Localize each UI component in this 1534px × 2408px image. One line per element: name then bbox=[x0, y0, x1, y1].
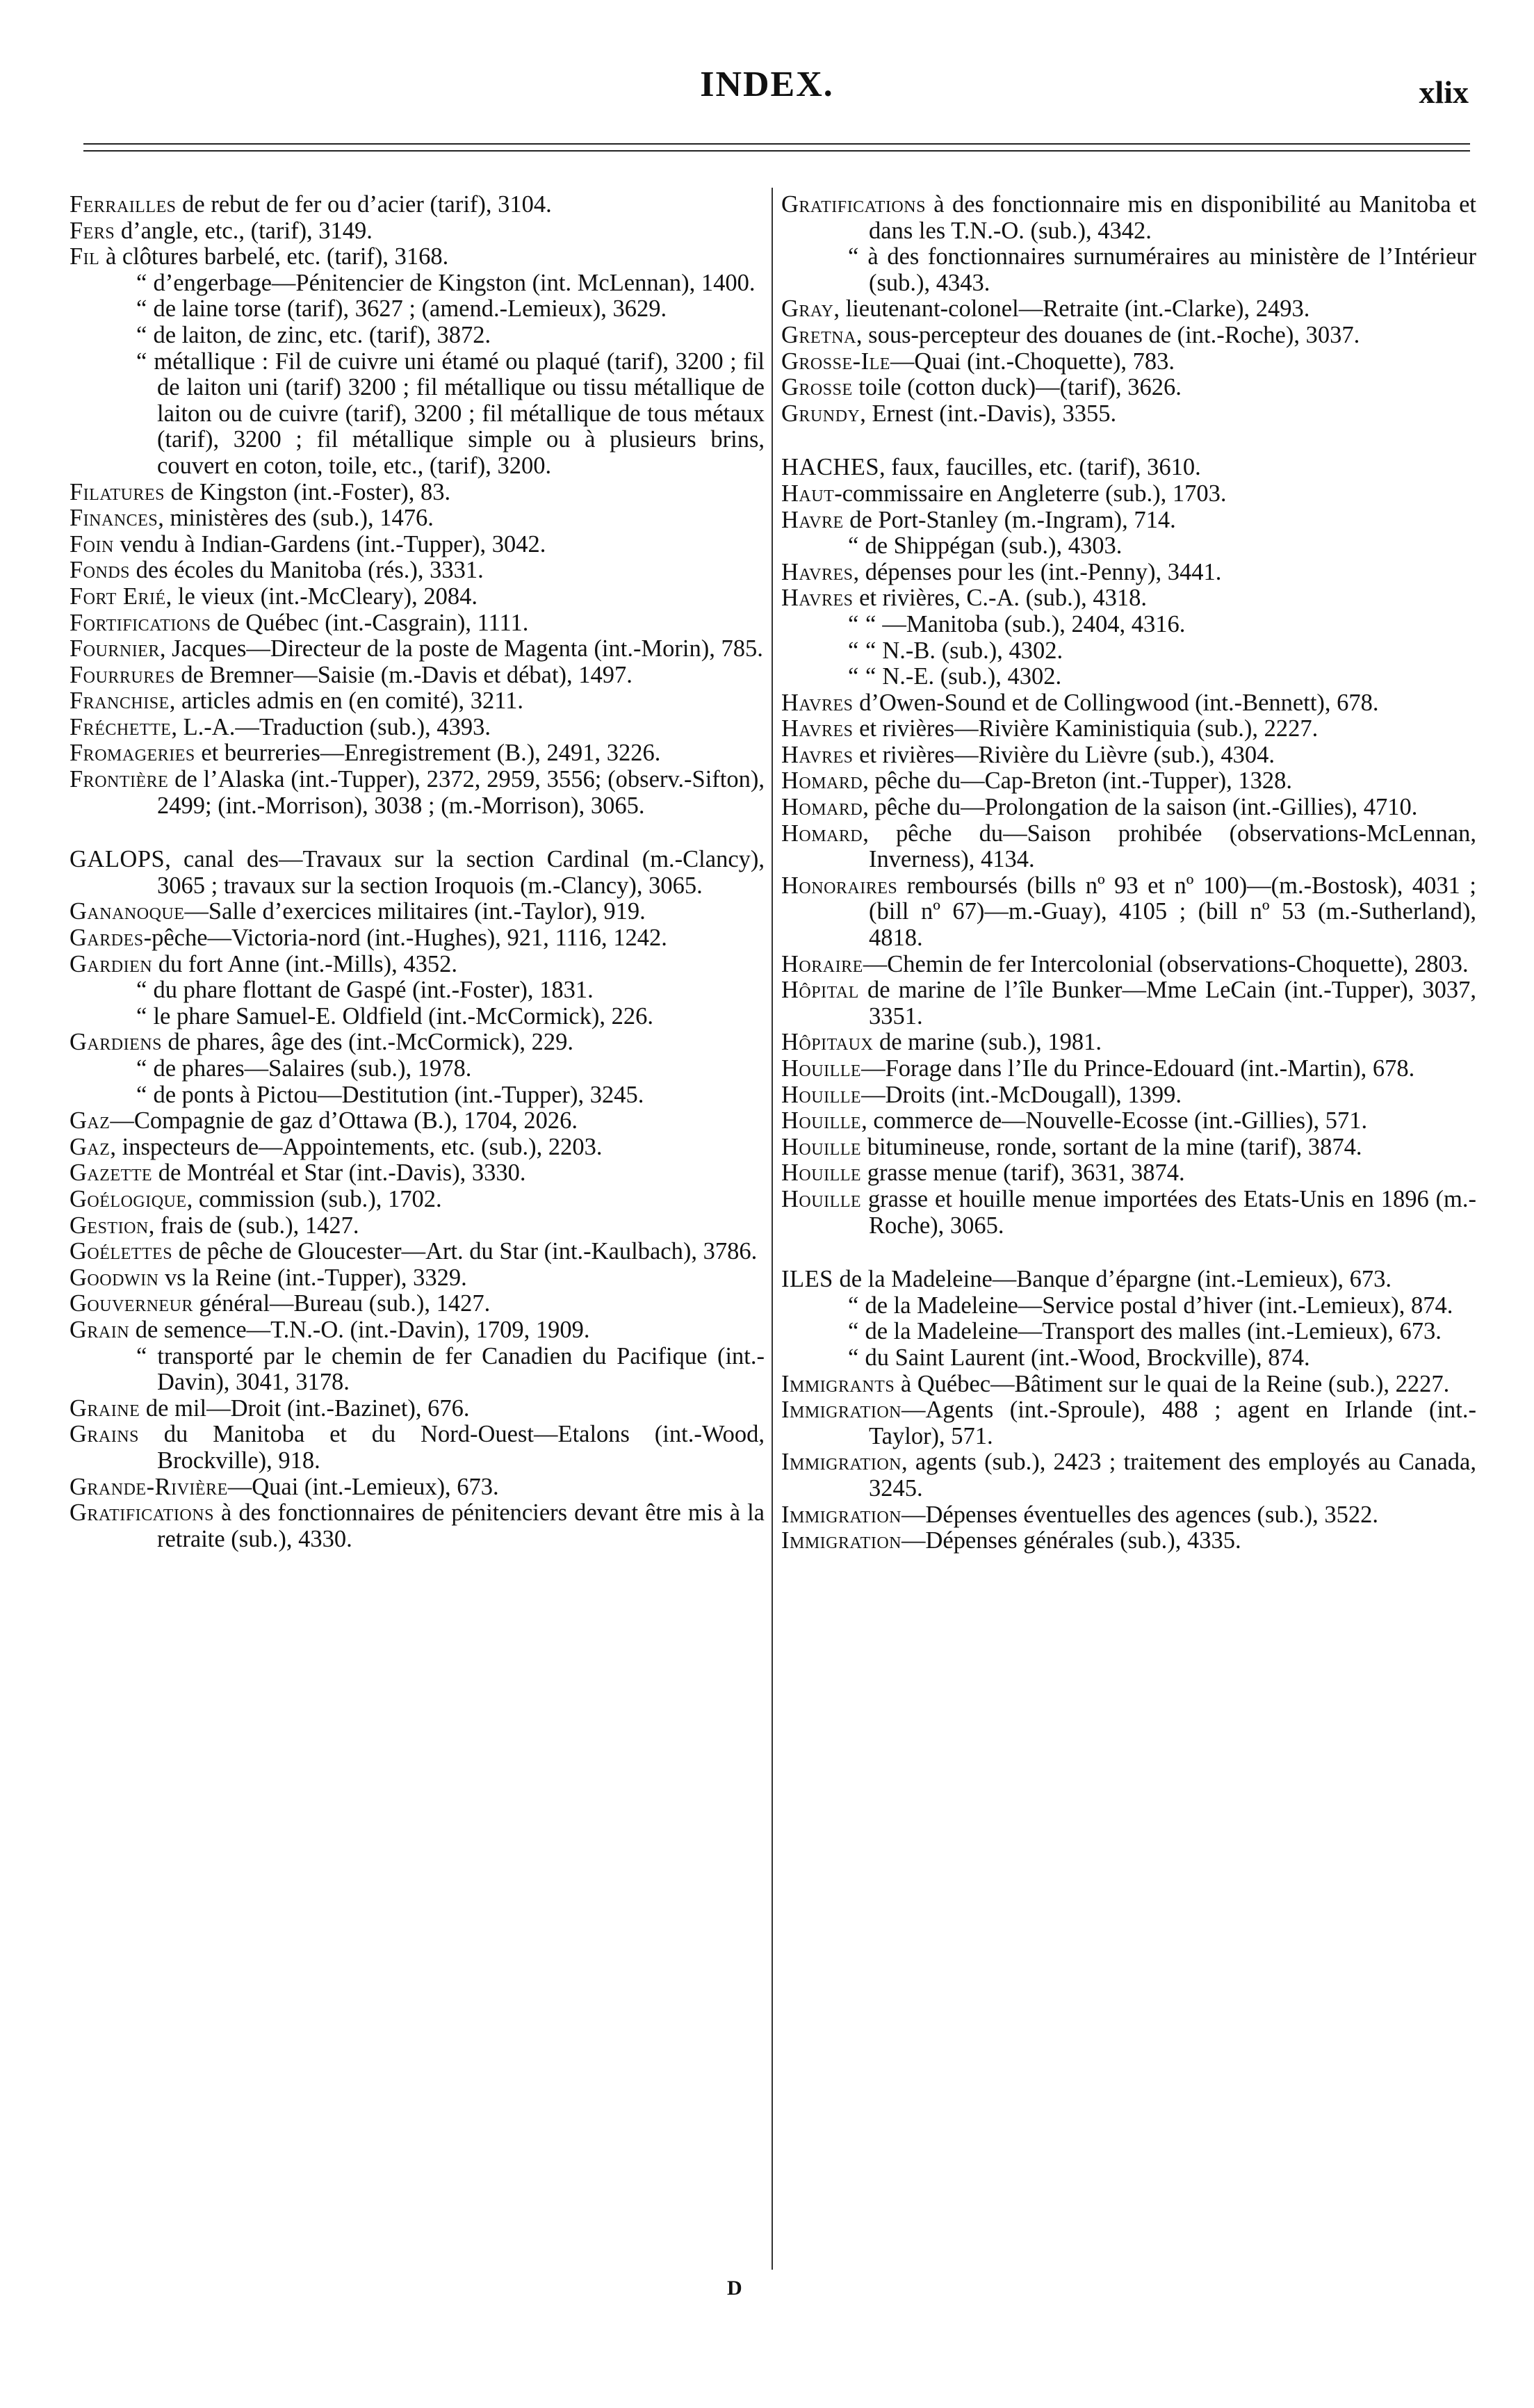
index-entry-text: remboursés (bills nº 93 et nº 100)—(m.-Bostosk), 4031 ; (bill nº 67)—m.-Guay), 4105 ; (bill nº 53 (m.-Sutherland), 4818. bbox=[869, 872, 1476, 952]
index-entry-text: , pêche du—Prolongation de la saison (int.-Gillies), 4710. bbox=[863, 794, 1418, 821]
index-entry bbox=[70, 740, 765, 767]
index-entry-lead: Immigrants bbox=[781, 1370, 895, 1397]
section-gap bbox=[781, 427, 1476, 455]
index-entry bbox=[70, 532, 765, 558]
index-entry bbox=[70, 1030, 765, 1056]
index-entry-lead: Fromageries bbox=[70, 740, 195, 767]
index-entry-text: , Ernest (int.-Davis), 3355. bbox=[860, 400, 1117, 427]
index-entry-text: vendu à Indian-Gardens (int.-Tupper), 3042. bbox=[113, 530, 546, 558]
index-entry bbox=[781, 1030, 1476, 1056]
index-entry-text: d’engerbage—Pénitencier de Kingston (int. McLennan), 1400. bbox=[147, 269, 756, 296]
index-entry-lead: Houille bbox=[781, 1160, 862, 1187]
index-entry-lead: Filatures bbox=[70, 478, 165, 505]
index-entry-lead: Gaz bbox=[70, 1107, 111, 1134]
index-entry-lead: “ bbox=[136, 1081, 147, 1108]
index-entry-text: —Agents (int.-Sproule), 488 ; agent en Irlande (int.-Taylor), 571. bbox=[869, 1397, 1476, 1449]
index-entry bbox=[70, 977, 765, 1004]
index-entry-lead: GALOPS bbox=[70, 846, 165, 873]
index-entry-text: à des fonctionnaire mis en disponibilité au Manitoba et dans les T.N.-O. (sub.), 4342. bbox=[869, 191, 1476, 244]
index-entry bbox=[70, 1344, 765, 1396]
index-entry-text: à des fonctionnaires de pénitenciers devant être mis à la retraite (sub.), 4330. bbox=[157, 1499, 765, 1552]
index-entry-text: métallique : Fil de cuivre uni étamé ou plaqué (tarif), 3200 ; fil de laiton uni (tarif) 3200 ; fil métallique ou tissu métallique de laiton ou de cuivre (tarif), 3200 ; fil métallique de tous métaux (tarif), 3200 ; fil métallique simple ou à plusieurs brins, couvert en coton, toile, etc., (tarif), 3200. bbox=[147, 348, 765, 479]
index-entry bbox=[70, 688, 765, 715]
index-entry bbox=[70, 1160, 765, 1187]
index-entry bbox=[70, 270, 765, 297]
index-entry-lead: Fortifications bbox=[70, 609, 211, 636]
index-entry bbox=[70, 1004, 765, 1030]
index-entry-text: du Saint Laurent (int.-Wood, Brockville), 874. bbox=[858, 1344, 1310, 1371]
index-entry-text: —Chemin de fer Intercolonial (observations-Choquette), 2803. bbox=[863, 950, 1469, 977]
index-entry bbox=[70, 925, 765, 952]
index-entry bbox=[781, 349, 1476, 375]
page-number: xlix bbox=[1419, 74, 1469, 110]
index-entry-lead: “ bbox=[848, 1344, 859, 1371]
index-entry bbox=[781, 1082, 1476, 1109]
index-entry-lead: Horaire bbox=[781, 950, 863, 977]
index-entry-lead: Havres bbox=[781, 741, 854, 768]
signature-mark: D bbox=[727, 2277, 742, 2300]
index-entry-lead: Houille bbox=[781, 1107, 862, 1134]
index-entry-text: le phare Samuel-E. Oldfield (int.-McCormick), 226. bbox=[147, 1002, 653, 1030]
index-entry-text: , canal des—Travaux sur la section Cardinal (m.-Clancy), 3065 ; travaux sur la section Iroquois (m.-Clancy), 3065. bbox=[157, 846, 765, 899]
index-entry-lead: “ bbox=[848, 1318, 859, 1345]
index-entry bbox=[70, 1396, 765, 1422]
index-entry bbox=[70, 1291, 765, 1317]
index-entry-lead: Houille bbox=[781, 1055, 862, 1082]
index-entry bbox=[70, 715, 765, 741]
index-entry-lead: Grain bbox=[70, 1316, 130, 1343]
index-entry-text: —Forage dans l’Ile du Prince-Edouard (int.-Martin), 678. bbox=[861, 1055, 1415, 1082]
index-entry-lead: Grundy bbox=[781, 400, 860, 427]
index-entry-lead: Goélogique bbox=[70, 1185, 187, 1212]
index-entry-lead: “ “ bbox=[848, 610, 876, 637]
index-entry-lead: Gardiens bbox=[70, 1029, 162, 1056]
index-entry-lead: Havres bbox=[781, 715, 854, 742]
index-entry bbox=[781, 323, 1476, 349]
index-entry-lead: Haut bbox=[781, 480, 835, 507]
index-entry-text: de ponts à Pictou—Destitution (int.-Tupper), 3245. bbox=[147, 1081, 644, 1108]
index-entry-text: , frais de (sub.), 1427. bbox=[148, 1212, 359, 1239]
index-entry bbox=[781, 296, 1476, 323]
index-entry-lead: Foin bbox=[70, 530, 114, 558]
index-entry bbox=[781, 192, 1476, 244]
index-entry-lead: Goélettes bbox=[70, 1238, 173, 1265]
index-entry-lead: Honoraires bbox=[781, 872, 898, 899]
index-entry-text: d’angle, etc., (tarif), 3149. bbox=[115, 217, 373, 244]
index-entry-lead: Gardien bbox=[70, 950, 153, 977]
index-entry bbox=[70, 584, 765, 610]
index-entry-text: de laiton, de zinc, etc. (tarif), 3872. bbox=[147, 321, 491, 348]
index-entry bbox=[781, 1293, 1476, 1319]
index-entry-text: de marine (sub.), 1981. bbox=[873, 1029, 1102, 1056]
index-entry bbox=[781, 1345, 1476, 1372]
index-entry-text: à des fonctionnaires surnuméraires au ministère de l’Intérieur (sub.), 4343. bbox=[858, 243, 1476, 296]
index-entry-text: , le vieux (int.-McCleary), 2084. bbox=[165, 583, 478, 610]
page-title: INDEX. bbox=[700, 65, 834, 104]
index-entry-text: vs la Reine (int.-Tupper), 3329. bbox=[158, 1264, 467, 1291]
index-entry bbox=[70, 349, 765, 480]
index-entry bbox=[781, 1108, 1476, 1134]
index-entry-lead: Houille bbox=[781, 1081, 862, 1108]
index-entry-text: —Dépenses générales (sub.), 4335. bbox=[901, 1527, 1241, 1554]
index-entry bbox=[70, 505, 765, 532]
index-entry-lead: Houille bbox=[781, 1133, 862, 1160]
index-entry-text: du phare flottant de Gaspé (int.-Foster), 1831. bbox=[147, 977, 594, 1004]
index-entry bbox=[70, 1265, 765, 1292]
index-entry-text: , articles admis en (en comité), 3211. bbox=[169, 688, 524, 715]
index-entry-text: —Quai (int.-Lemieux), 673. bbox=[227, 1473, 499, 1500]
index-entry-lead: Grosse bbox=[781, 374, 853, 401]
index-entry-text: de l’Alaska (int.-Tupper), 2372, 2959, 3556; (observ.-Sifton), 2499; (int.-Morrison), 3038 ; (m.-Morrison), 3065. bbox=[157, 766, 765, 819]
index-entry bbox=[70, 1500, 765, 1552]
index-entry-text: —Manitoba (sub.), 2404, 4316. bbox=[876, 610, 1186, 637]
left-column bbox=[70, 192, 765, 1552]
index-entry-lead: Hôpitaux bbox=[781, 1029, 874, 1056]
index-entry bbox=[781, 638, 1476, 665]
index-entry bbox=[70, 847, 765, 899]
index-entry bbox=[781, 1056, 1476, 1082]
section-gap bbox=[781, 1239, 1476, 1267]
header-rule-top bbox=[83, 143, 1470, 145]
index-entry-lead: Frontière bbox=[70, 766, 169, 793]
index-entry-lead: Finances bbox=[70, 505, 158, 532]
index-entry-text: -commissaire en Angleterre (sub.), 1703. bbox=[834, 480, 1227, 507]
index-entry bbox=[781, 768, 1476, 795]
index-entry-lead: Franchise bbox=[70, 688, 170, 715]
index-entry-lead: Grande-Rivière bbox=[70, 1473, 228, 1500]
index-entry-lead: Gray bbox=[781, 295, 834, 323]
index-entry bbox=[70, 1134, 765, 1161]
index-entry-lead: Grains bbox=[70, 1421, 139, 1448]
index-entry-lead: Grosse-Ile bbox=[781, 348, 890, 375]
section-gap bbox=[70, 819, 765, 847]
index-entry bbox=[70, 1108, 765, 1134]
index-entry-text: de mil—Droit (int.-Bazinet), 676. bbox=[140, 1394, 470, 1422]
index-entry-text: de semence—T.N.-O. (int.-Davin), 1709, 1909. bbox=[129, 1316, 590, 1343]
index-entry-lead: Gazette bbox=[70, 1160, 153, 1187]
index-entry-lead: Gouverneur bbox=[70, 1290, 193, 1317]
index-entry-text: —Quai (int.-Choquette), 783. bbox=[890, 348, 1175, 375]
index-entry-text: —Salle d’exercices militaires (int.-Taylor), 919. bbox=[184, 898, 646, 925]
index-entry-lead: Homard bbox=[781, 820, 863, 847]
index-entry bbox=[70, 952, 765, 978]
index-entry bbox=[781, 1372, 1476, 1398]
index-entry-text: , pêche du—Cap-Breton (int.-Tupper), 1328. bbox=[863, 767, 1292, 795]
index-entry bbox=[70, 1239, 765, 1265]
index-entry-text: grasse et houille menue importées des Etats-Unis en 1896 (m.-Roche), 3065. bbox=[861, 1185, 1476, 1239]
index-entry-text: de Kingston (int.-Foster), 83. bbox=[165, 478, 451, 505]
index-entry-text: de phares—Salaires (sub.), 1978. bbox=[147, 1055, 472, 1082]
index-entry-text: de rebut de fer ou d’acier (tarif), 3104. bbox=[176, 191, 552, 218]
index-entry bbox=[70, 767, 765, 819]
index-entry-lead: Fort Erié bbox=[70, 583, 166, 610]
index-entry bbox=[781, 533, 1476, 560]
index-entry-lead: Fers bbox=[70, 217, 115, 244]
index-entry-lead: Fourrures bbox=[70, 661, 175, 688]
index-entry-lead: Gratifications bbox=[781, 191, 926, 218]
index-entry-lead: “ bbox=[136, 269, 147, 296]
index-entry-text: de phares, âge des (int.-McCormick), 229. bbox=[161, 1029, 573, 1056]
index-entry-lead: Graine bbox=[70, 1394, 140, 1422]
index-entry-lead: “ bbox=[848, 1292, 859, 1319]
index-entry bbox=[70, 244, 765, 270]
index-entry-text: , dépenses pour les (int.-Penny), 3441. bbox=[853, 558, 1222, 585]
index-entry-text: , commerce de—Nouvelle-Ecosse (int.-Gillies), 571. bbox=[861, 1107, 1368, 1134]
index-entry-text: de marine de l’île Bunker—Mme LeCain (int.-Tupper), 3037, 3351. bbox=[858, 977, 1476, 1030]
index-entry bbox=[781, 1449, 1476, 1502]
index-entry bbox=[781, 664, 1476, 690]
index-entry bbox=[70, 323, 765, 349]
index-entry bbox=[781, 742, 1476, 769]
index-entry-lead: Fonds bbox=[70, 557, 131, 584]
index-entry-lead: Hôpital bbox=[781, 977, 859, 1004]
index-entry-lead: Gananoque bbox=[70, 898, 185, 925]
index-entry bbox=[70, 558, 765, 584]
index-entry-text: , pêche du—Saison prohibée (observations-McLennan, Inverness), 4134. bbox=[863, 820, 1476, 873]
index-entry bbox=[781, 795, 1476, 821]
index-entry-text: de Shippégan (sub.), 4303. bbox=[858, 532, 1123, 560]
index-entry-text: , ministères des (sub.), 1476. bbox=[158, 505, 434, 532]
index-entry bbox=[70, 1213, 765, 1239]
index-entry-lead: Havres bbox=[781, 689, 854, 716]
index-entry bbox=[70, 636, 765, 662]
index-entry-text: grasse menue (tarif), 3631, 3874. bbox=[861, 1160, 1185, 1187]
index-entry-text: , sous-percepteur des douanes de (int.-Roche), 3037. bbox=[856, 321, 1360, 348]
index-entry bbox=[70, 899, 765, 925]
index-entry-lead: Immigration bbox=[781, 1501, 901, 1528]
index-entry bbox=[70, 610, 765, 637]
index-entry-text: , agents (sub.), 2423 ; traitement des employés au Canada, 3245. bbox=[869, 1449, 1476, 1502]
index-entry-text: des écoles du Manitoba (rés.), 3331. bbox=[130, 557, 484, 584]
index-entry-lead: “ bbox=[136, 321, 147, 348]
header-rule-bottom bbox=[83, 150, 1470, 152]
index-entry bbox=[781, 977, 1476, 1030]
index-entry-lead: Gardes bbox=[70, 925, 144, 952]
index-entry-text: de la Madeleine—Banque d’épargne (int.-Lemieux), 673. bbox=[833, 1266, 1392, 1293]
index-entry bbox=[70, 218, 765, 245]
index-entry-lead: Havres bbox=[781, 558, 854, 585]
index-entry bbox=[781, 244, 1476, 296]
index-entry bbox=[781, 585, 1476, 612]
index-entry-text: , L.-A.—Traduction (sub.), 4393. bbox=[171, 713, 491, 740]
index-entry-lead: “ “ bbox=[848, 663, 876, 690]
index-entry bbox=[781, 1319, 1476, 1345]
index-entry-lead: Fournier bbox=[70, 635, 160, 662]
index-entry-lead: Immigration bbox=[781, 1449, 901, 1476]
index-entry-lead: HACHES bbox=[781, 454, 880, 481]
index-entry bbox=[781, 1187, 1476, 1239]
index-entry bbox=[70, 296, 765, 323]
index-entry-text: et rivières—Rivière Kaministiquia (sub.), 2227. bbox=[853, 715, 1319, 742]
index-entry bbox=[70, 1082, 765, 1109]
index-entry-lead: Homard bbox=[781, 794, 863, 821]
index-entry-lead: Gratifications bbox=[70, 1499, 214, 1527]
index-entry-text: de Port-Stanley (m.-Ingram), 714. bbox=[843, 506, 1176, 533]
index-entry-text: , faux, faucilles, etc. (tarif), 3610. bbox=[879, 454, 1201, 481]
index-entry bbox=[781, 560, 1476, 586]
index-entry-text: transporté par le chemin de fer Canadien du Pacifique (int.-Davin), 3041, 3178. bbox=[147, 1342, 765, 1396]
index-entry-text: de la Madeleine—Transport des malles (int.-Lemieux), 673. bbox=[858, 1318, 1442, 1345]
index-entry bbox=[70, 1317, 765, 1344]
index-entry-lead: “ bbox=[136, 348, 147, 375]
index-entry bbox=[781, 455, 1476, 481]
index-entry-text: général—Bureau (sub.), 1427. bbox=[193, 1290, 491, 1317]
index-entry-lead: Immigration bbox=[781, 1397, 901, 1424]
index-entry-lead: Gaz bbox=[70, 1133, 111, 1160]
index-entry bbox=[781, 1134, 1476, 1161]
index-entry-lead: Havre bbox=[781, 506, 844, 533]
index-entry-text: et rivières, C.-A. (sub.), 4318. bbox=[853, 585, 1148, 612]
index-entry bbox=[781, 952, 1476, 978]
index-entry bbox=[781, 481, 1476, 507]
index-entry-lead: Gestion bbox=[70, 1212, 149, 1239]
index-entry bbox=[781, 1160, 1476, 1187]
index-entry-text: du fort Anne (int.-Mills), 4352. bbox=[152, 950, 457, 977]
index-entry bbox=[781, 1502, 1476, 1529]
index-entry-text: d’Owen-Sound et de Collingwood (int.-Bennett), 678. bbox=[853, 689, 1379, 716]
index-entry bbox=[70, 1187, 765, 1213]
index-entry-lead: Fil bbox=[70, 243, 100, 270]
index-entry-text: —Dépenses éventuelles des agences (sub.), 3522. bbox=[901, 1501, 1378, 1528]
column-divider bbox=[772, 188, 773, 2270]
index-entry-text: toile (cotton duck)—(tarif), 3626. bbox=[852, 374, 1182, 401]
index-entry-text: , Jacques—Directeur de la poste de Magenta (int.-Morin), 785. bbox=[159, 635, 763, 662]
index-entry bbox=[781, 873, 1476, 952]
index-entry bbox=[70, 480, 765, 506]
index-entry-lead: ILES bbox=[781, 1266, 833, 1293]
index-entry-text: et beurreries—Enregistrement (B.), 2491, 3226. bbox=[195, 740, 661, 767]
index-entry-text: de laine torse (tarif), 3627 ; (amend.-Lemieux), 3629. bbox=[147, 295, 667, 323]
right-column bbox=[781, 192, 1476, 1554]
index-entry bbox=[781, 401, 1476, 428]
index-entry-lead: “ bbox=[136, 977, 147, 1004]
index-entry bbox=[70, 192, 765, 218]
index-entry-lead: “ “ bbox=[848, 637, 876, 664]
index-entry-text: de Bremner—Saisie (m.-Davis et débat), 1497. bbox=[174, 661, 633, 688]
index-entry bbox=[70, 662, 765, 689]
index-entry-text: de Québec (int.-Casgrain), 1111. bbox=[211, 609, 529, 636]
index-entry bbox=[781, 375, 1476, 401]
index-entry bbox=[781, 1528, 1476, 1554]
index-entry-lead: “ bbox=[136, 1055, 147, 1082]
index-entry-text: , inspecteurs de—Appointements, etc. (sub.), 2203. bbox=[110, 1133, 603, 1160]
index-entry-lead: Immigration bbox=[781, 1527, 901, 1554]
index-entry-lead: Homard bbox=[781, 767, 863, 795]
index-entry-lead: Gretna bbox=[781, 321, 856, 348]
index-entry bbox=[70, 1056, 765, 1082]
index-entry-text: de pêche de Gloucester—Art. du Star (int.-Kaulbach), 3786. bbox=[172, 1238, 758, 1265]
index-entry bbox=[781, 690, 1476, 717]
index-entry-lead: “ bbox=[136, 295, 147, 323]
index-entry-text: de la Madeleine—Service postal d’hiver (int.-Lemieux), 874. bbox=[858, 1292, 1453, 1319]
index-entry-text: , commission (sub.), 1702. bbox=[186, 1185, 442, 1212]
index-entry bbox=[70, 1474, 765, 1501]
index-entry bbox=[781, 1267, 1476, 1293]
index-entry-text: N.-B. (sub.), 4302. bbox=[876, 637, 1063, 664]
index-entry-lead: Goodwin bbox=[70, 1264, 159, 1291]
index-entry-text: bitumineuse, ronde, sortant de la mine (tarif), 3874. bbox=[861, 1133, 1362, 1160]
index-entry-lead: “ bbox=[136, 1342, 147, 1369]
index-entry-text: —Droits (int.-McDougall), 1399. bbox=[861, 1081, 1182, 1108]
index-entry-text: de Montréal et Star (int.-Davis), 3330. bbox=[152, 1160, 526, 1187]
index-entry bbox=[781, 1397, 1476, 1449]
index-entry-lead: “ bbox=[136, 1002, 147, 1030]
index-entry bbox=[781, 821, 1476, 873]
index-entry-text: —Compagnie de gaz d’Ottawa (B.), 1704, 2026. bbox=[110, 1107, 578, 1134]
index-entry bbox=[781, 716, 1476, 742]
index-entry-text: à Québec—Bâtiment sur le quai de la Reine (sub.), 2227. bbox=[895, 1370, 1450, 1397]
index-entry-text: , lieutenant-colonel—Retraite (int.-Clarke), 2493. bbox=[833, 295, 1310, 323]
index-entry-lead: “ bbox=[848, 532, 859, 560]
index-entry bbox=[781, 612, 1476, 638]
index-entry-lead: Houille bbox=[781, 1185, 862, 1212]
index-entry-lead: Ferrailles bbox=[70, 191, 177, 218]
index-entry-lead: Fréchette bbox=[70, 713, 172, 740]
index-entry-text: et rivières—Rivière du Lièvre (sub.), 4304. bbox=[853, 741, 1275, 768]
index-entry-text: -pêche—Victoria-nord (int.-Hughes), 921, 1116, 1242. bbox=[143, 925, 667, 952]
index-entry-text: du Manitoba et du Nord-Ouest—Etalons (int.-Wood, Brockville), 918. bbox=[138, 1421, 765, 1474]
index-entry-lead: “ bbox=[848, 243, 859, 270]
index-entry-lead: Havres bbox=[781, 585, 854, 612]
index-entry bbox=[781, 507, 1476, 534]
index-entry-text: à clôtures barbelé, etc. (tarif), 3168. bbox=[99, 243, 449, 270]
index-entry bbox=[70, 1422, 765, 1474]
index-entry-text: N.-E. (sub.), 4302. bbox=[876, 663, 1062, 690]
